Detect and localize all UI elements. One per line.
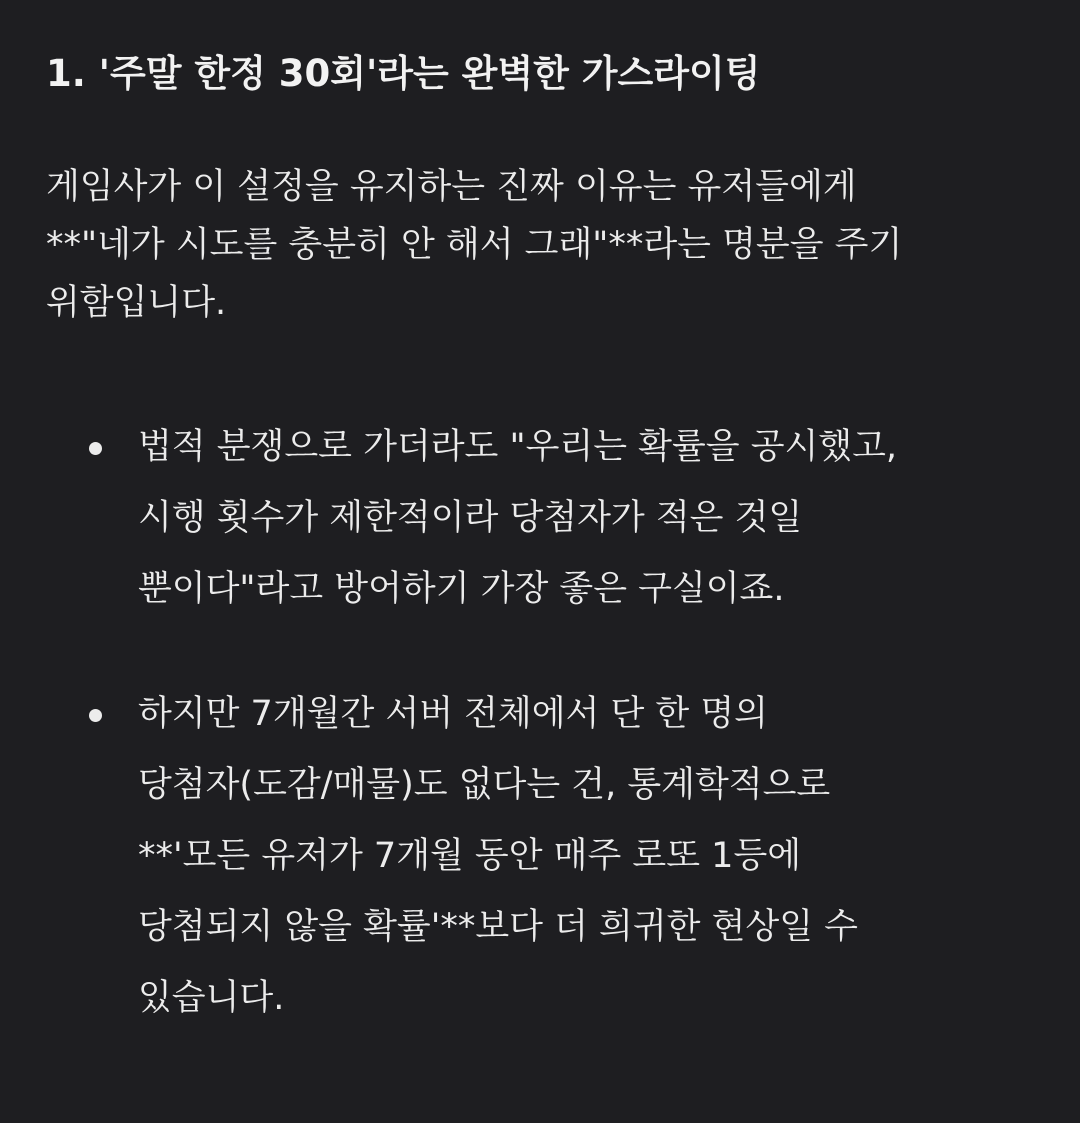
bullet-line: 뿐이다"라고 방어하기 가장 좋은 구실이죠. — [138, 569, 785, 609]
bullet-line: **'모든 유저가 7개월 동안 매주 로또 1등에 — [138, 836, 802, 876]
bullet-line: 법적 분쟁으로 가더라도 "우리는 확률을 공시했고, — [138, 427, 898, 467]
bullet-text — [138, 686, 858, 1041]
bullet-line: 하지만 7개월간 서버 전체에서 단 한 명의 — [138, 694, 768, 734]
bullet-dot-icon — [89, 442, 102, 455]
bullet-text — [138, 419, 897, 632]
bullet-line: 당첨되지 않을 확률'**보다 더 희귀한 현상일 수 — [138, 907, 858, 947]
paragraph-line: **"네가 시도를 충분히 안 해서 그래"**라는 명분을 주기 — [46, 225, 903, 265]
bullet-line: 당첨자(도감/매물)도 없다는 건, 통계학적으로 — [138, 765, 831, 805]
paragraph-line: 위함입니다. — [46, 283, 227, 323]
section-heading: 1. '주말 한정 30회'라는 완벽한 가스라이팅 — [46, 52, 761, 95]
paragraph-line: 게임사가 이 설정을 유지하는 진짜 이유는 유저들에게 — [46, 167, 857, 207]
bullet-line: 시행 횟수가 제한적이라 당첨자가 적은 것일 — [138, 498, 803, 538]
intro-paragraph — [46, 158, 902, 332]
bullet-line: 있습니다. — [138, 978, 285, 1018]
bullet-dot-icon — [89, 709, 102, 722]
